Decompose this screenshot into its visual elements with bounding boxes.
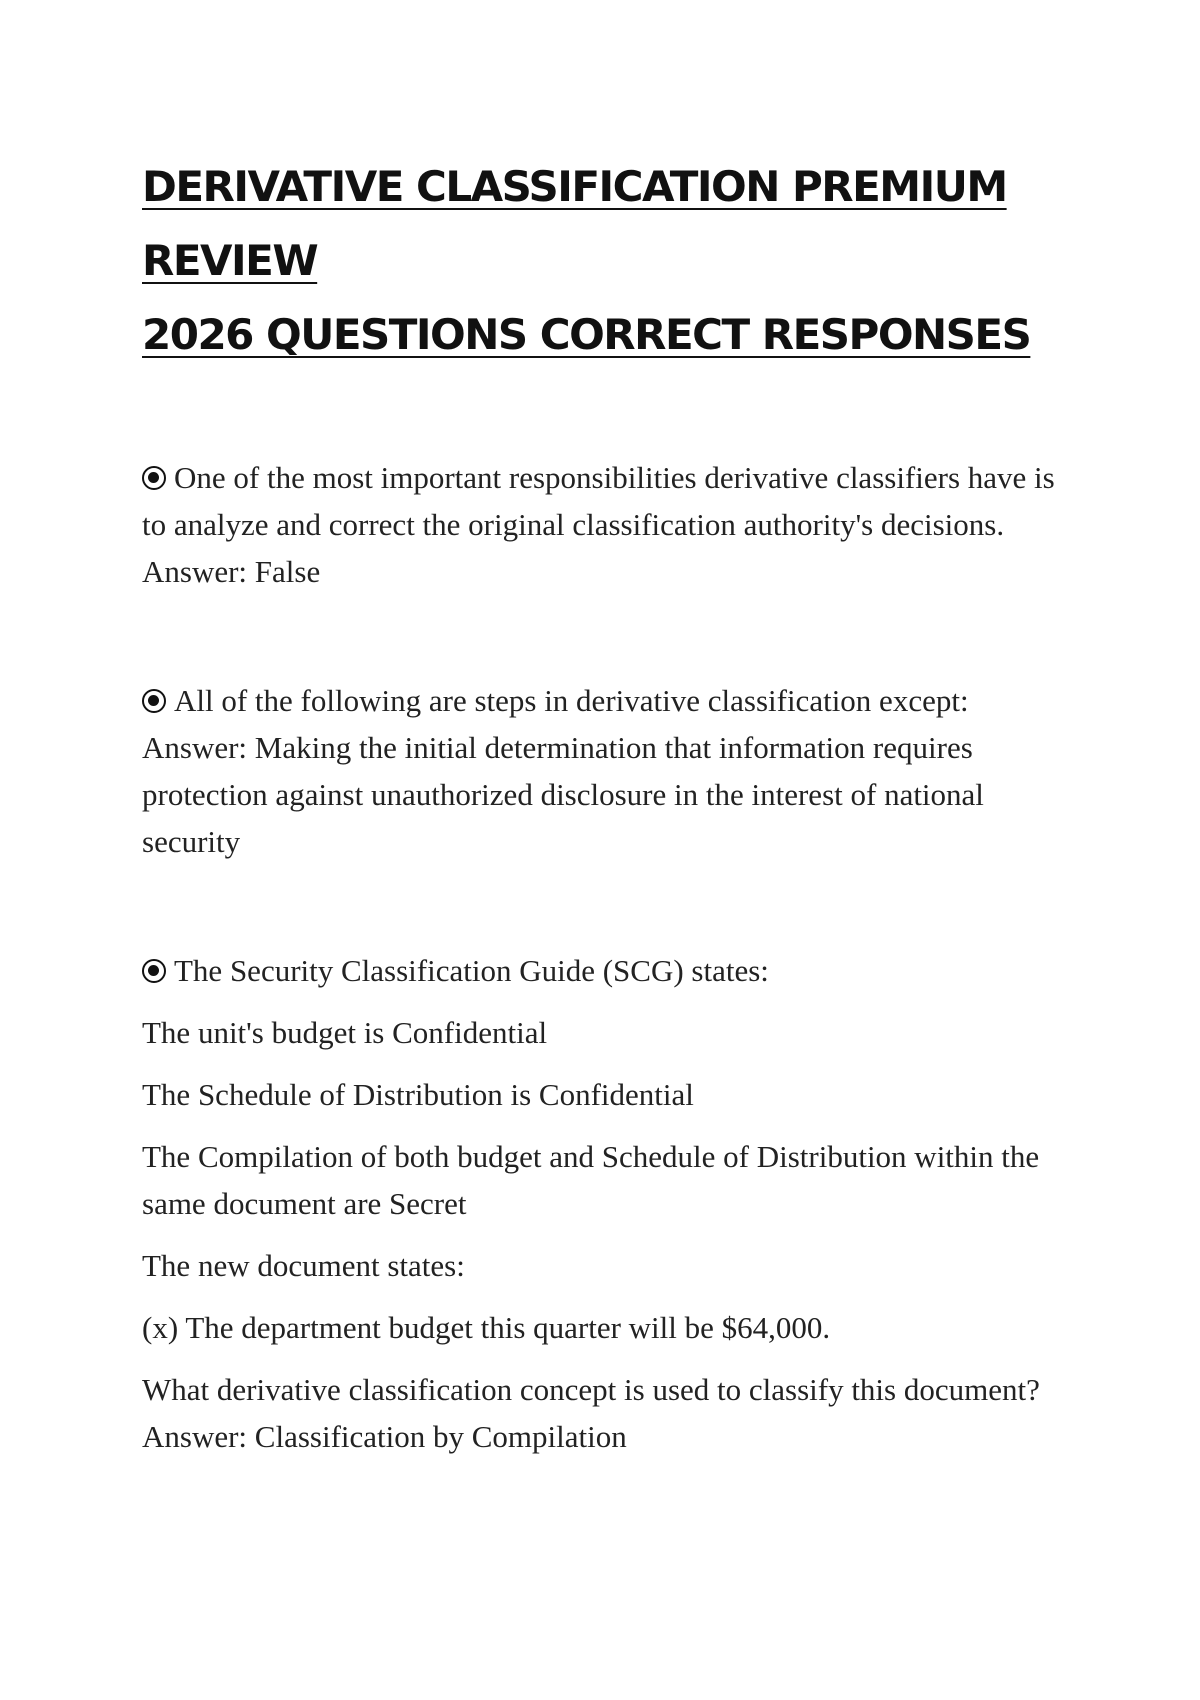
question-3-line-2: The unit's budget is Confidential [142,1015,548,1050]
question-3-line-5: The new document states: [142,1248,465,1283]
title-line-2: 2026 QUESTIONS CORRECT RESPONSES [142,310,1031,359]
question-3-line-4: The Compilation of both budget and Schedule of Distribution within the same document are Secret [142,1139,1040,1221]
question-3-line-1-text: The Security Classification Guide (SCG) states: [174,953,769,988]
question-1 [142,454,1072,595]
question-2-text: All of the following are steps in derivative classification except: Answer: Making the initial determination that information requires protection against unauthorized disclosure in the interest of national security [142,683,984,859]
question-2 [142,677,1072,865]
title-line-1: DERIVATIVE CLASSIFICATION PREMIUM REVIEW [142,162,1007,285]
question-3-line-1 [142,947,1072,994]
question-1-text: One of the most important responsibilities derivative classifiers have is to analyze and correct the original classification authority's decisions. Answer: False [142,460,1055,589]
question-3-line-3: The Schedule of Distribution is Confidential [142,1077,694,1112]
radio-bullet-icon [142,466,166,490]
radio-bullet-icon [142,959,166,983]
document-page [142,150,1072,1460]
document-title [142,150,1072,372]
radio-bullet-icon [142,689,166,713]
question-3-line-7: What derivative classification concept is used to classify this document? Answer: Classification by Compilation [142,1372,1040,1454]
question-3-line-6: (x) The department budget this quarter will be $64,000. [142,1310,831,1345]
question-3 [142,947,1072,1460]
